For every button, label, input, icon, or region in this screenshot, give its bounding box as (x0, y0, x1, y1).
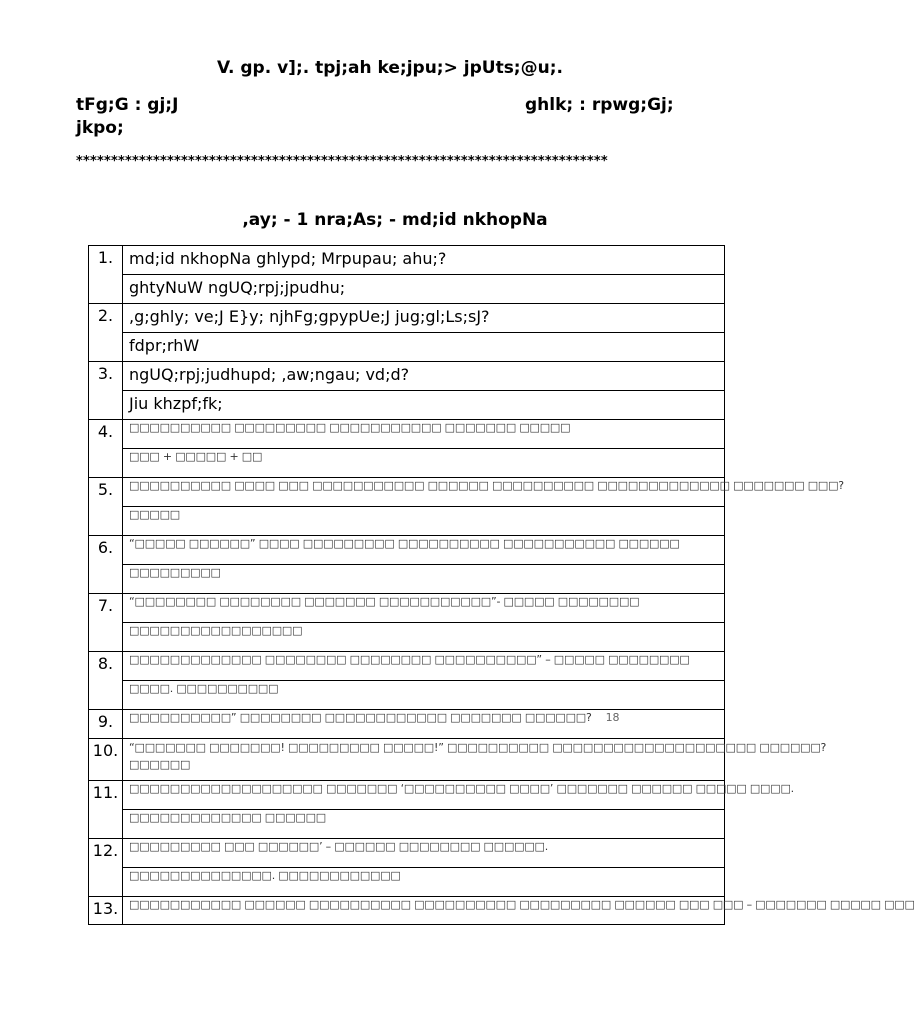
table-row (89, 246, 725, 275)
question-number: 3. (89, 362, 123, 420)
question-body: □□□□□□□□□□” □□□□□□□□ □□□□□□□□□□□□ □□□□□□□ □□□□□□? (129, 711, 592, 724)
table-row (89, 652, 725, 681)
page-number: 18 (605, 711, 620, 724)
question-number: 1. (89, 246, 123, 304)
table-row (89, 594, 725, 623)
table-row (89, 810, 725, 839)
question-number: 12. (89, 839, 123, 897)
question-number: 4. (89, 420, 123, 478)
table-row (89, 868, 725, 897)
question-text: □□□□□□□□□□□□□□□□□□□ □□□□□□□ ‘□□□□□□□□□□ □□□□’ □□□□□□□ □□□□□□ □□□□□ □□□□. (123, 781, 725, 810)
table-row (89, 507, 725, 536)
answer-text: ghtyNuW ngUQ;rpj;jpudhu; (123, 275, 725, 304)
question-text: □□□□□□□□□□ □□□□ □□□ □□□□□□□□□□□ □□□□□□ □□□□□□□□□□ □□□□□□□□□□□□□ □□□□□□□ □□□? (123, 478, 725, 507)
answer-text: fdpr;rhW (123, 333, 725, 362)
answer-text: □□□□. □□□□□□□□□□ (123, 681, 725, 710)
table-row (89, 839, 725, 868)
question-text: □□□□□□□□□□□ □□□□□□ □□□□□□□□□□ □□□□□□□□□□ □□□□□□□□□ □□□□□□ □□□ □□□ – □□□□□□□ □□□□□ □□□ (123, 897, 725, 925)
answer-text: Jiu khzpf;fk; (123, 391, 725, 420)
table-row (89, 623, 725, 652)
table-row (89, 710, 725, 739)
question-body: “□□□□□□□ □□□□□□□! □□□□□□□□□ □□□□□!” □□□□□□□□□□ □□□□□□□□□□□□□□□□□□□□ □□□□□□? (129, 741, 827, 754)
question-text: ngUQ;rpj;judhupd; ,aw;ngau; vd;d? (123, 362, 725, 391)
question-number: 7. (89, 594, 123, 652)
divider-stars: **************************************************************************** (76, 154, 608, 169)
question-text (123, 739, 827, 781)
section-title: ,ay; - 1 nra;As; - md;id nkhopNa (242, 210, 548, 230)
question-number: 5. (89, 478, 123, 536)
question-number: 10. (89, 739, 123, 781)
answer-text: □□□□□ (123, 507, 725, 536)
answer-text: □□□□□□□□□□□□□□□□□ (123, 623, 725, 652)
table-row (89, 333, 725, 362)
table-row (89, 681, 725, 710)
question-number: 8. (89, 652, 123, 710)
table-row (89, 536, 725, 565)
table-row (89, 478, 725, 507)
answer-text: □□□□□□□□□□□□□ □□□□□□ (123, 810, 725, 839)
table-row (89, 304, 725, 333)
question-text (123, 710, 725, 739)
table-row (89, 739, 725, 781)
answer-text: □□□□□□□□□□□□□□. □□□□□□□□□□□□ (123, 868, 725, 897)
answer-text: □□□□□□□□□ (123, 565, 725, 594)
table-row (89, 781, 725, 810)
question-number: 11. (89, 781, 123, 839)
table-row (89, 565, 725, 594)
answer-text: □□□□□□ (129, 758, 191, 771)
table-row (89, 391, 725, 420)
question-number: 13. (89, 897, 123, 925)
table-row (89, 897, 725, 925)
subject-label: ghlk; : rpwg;Gj; (525, 95, 674, 115)
question-text: md;id nkhopNa ghlypd; Mrpupau; ahu;? (123, 246, 725, 275)
question-text: “□□□□□ □□□□□□” □□□□ □□□□□□□□□ □□□□□□□□□□ □□□□□□□□□□□ □□□□□□ (123, 536, 725, 565)
question-text: ,g;ghly; ve;J E}y; njhFg;gpypUe;J jug;gl;Ls;sJ? (123, 304, 725, 333)
question-text: “□□□□□□□□ □□□□□□□□ □□□□□□□ □□□□□□□□□□□”- □□□□□ □□□□□□□□ (123, 594, 725, 623)
question-text: □□□□□□□□□□□□□ □□□□□□□□ □□□□□□□□ □□□□□□□□□□” – □□□□□ □□□□□□□□ (123, 652, 725, 681)
answer-text: □□□ + □□□□□ + □□ (123, 449, 725, 478)
table-row (89, 449, 725, 478)
table-row (89, 362, 725, 391)
table-row (89, 275, 725, 304)
question-number: 9. (89, 710, 123, 739)
question-number: 6. (89, 536, 123, 594)
table-row (89, 420, 725, 449)
question-text: □□□□□□□□□□ □□□□□□□□□ □□□□□□□□□□□ □□□□□□□ □□□□□ (123, 420, 725, 449)
class-label: tFg;G : gj;J jkpo; (76, 95, 179, 138)
question-table (88, 245, 915, 925)
page-title: V. gp. v];. tpj;ah ke;jpu;> jpUts;@u;. (217, 58, 563, 78)
question-number: 2. (89, 304, 123, 362)
question-text: □□□□□□□□□ □□□ □□□□□□’ – □□□□□□ □□□□□□□□ □□□□□□. (123, 839, 725, 868)
